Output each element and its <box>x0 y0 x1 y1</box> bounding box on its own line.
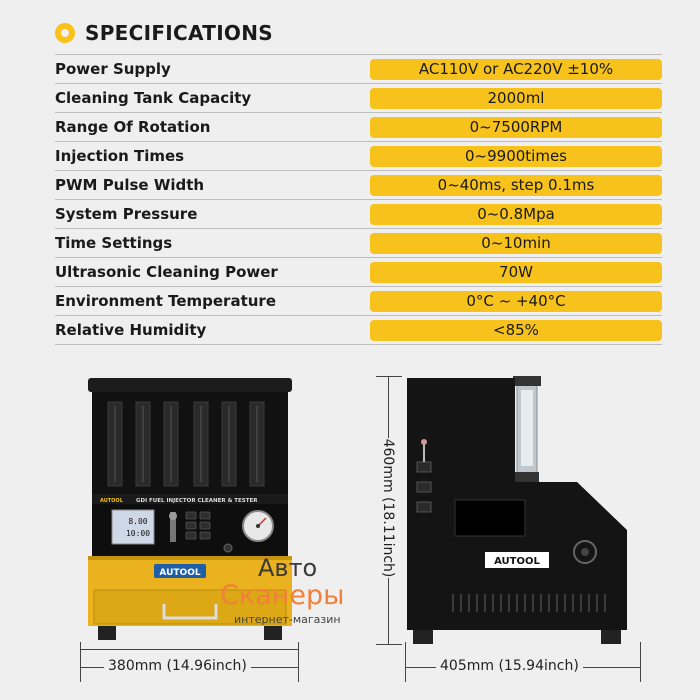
section-header <box>55 18 273 48</box>
spec-value: AC110V or AC220V ±10% <box>370 59 662 80</box>
watermark-line2: Сканеры <box>220 580 345 611</box>
spec-row <box>55 316 662 345</box>
front-width-label: 380mm (14.96inch) <box>104 658 251 674</box>
spec-label: PWM Pulse Width <box>55 176 205 194</box>
front-brand-badge: AUTOOL <box>159 568 201 578</box>
side-height-tick-bottom <box>376 644 402 645</box>
spec-value: 0~40ms, step 0.1ms <box>370 175 662 196</box>
spec-row <box>55 84 662 113</box>
side-view-machine <box>405 372 645 648</box>
front-width-tick-right <box>298 642 299 682</box>
screen-value-2: 10:00 <box>125 529 151 538</box>
side-height-label: 460mm (18.11inch) <box>380 438 396 578</box>
front-width-line <box>80 649 298 650</box>
side-width-label: 405mm (15.94inch) <box>436 658 583 674</box>
spec-label: Injection Times <box>55 147 185 165</box>
side-width-tick-left <box>405 642 406 682</box>
screen-value-1: 8.00 <box>128 517 148 526</box>
spec-label: System Pressure <box>55 205 198 223</box>
spec-table <box>55 54 662 345</box>
spec-row <box>55 171 662 200</box>
side-height-tick-top <box>376 376 402 377</box>
spec-row <box>55 113 662 142</box>
watermark-line3: интернет-магазин <box>234 613 341 626</box>
panel-title: GDI FUEL INJECTOR CLEANER & TESTER <box>136 498 258 504</box>
spec-label: Ultrasonic Cleaning Power <box>55 263 278 281</box>
bullet-icon <box>55 23 75 43</box>
spec-value: 0°C ~ +40°C <box>370 291 662 312</box>
spec-value: 70W <box>370 262 662 283</box>
spec-label: Range Of Rotation <box>55 118 211 136</box>
spec-label: Relative Humidity <box>55 321 207 339</box>
spec-label: Power Supply <box>55 60 171 78</box>
spec-label: Time Settings <box>55 234 173 252</box>
spec-value: 0~10min <box>370 233 662 254</box>
spec-label: Environment Temperature <box>55 292 276 310</box>
front-width-tick-left <box>80 642 81 682</box>
spec-value: 0~0.8Mpa <box>370 204 662 225</box>
spec-row <box>55 287 662 316</box>
spec-value: 2000ml <box>370 88 662 109</box>
spec-label: Cleaning Tank Capacity <box>55 89 252 107</box>
watermark-line1: Авто <box>258 554 318 582</box>
panel-brand-small: AUTOOL <box>100 498 123 504</box>
side-brand-label: AUTOOL <box>494 556 540 567</box>
spec-row <box>55 258 662 287</box>
spec-value: <85% <box>370 320 662 341</box>
spec-row <box>55 200 662 229</box>
spec-row <box>55 55 662 84</box>
spec-row <box>55 142 662 171</box>
section-title: SPECIFICATIONS <box>85 21 273 45</box>
spec-value: 0~9900times <box>370 146 662 167</box>
side-width-tick-right <box>640 642 641 682</box>
spec-value: 0~7500RPM <box>370 117 662 138</box>
spec-row <box>55 229 662 258</box>
